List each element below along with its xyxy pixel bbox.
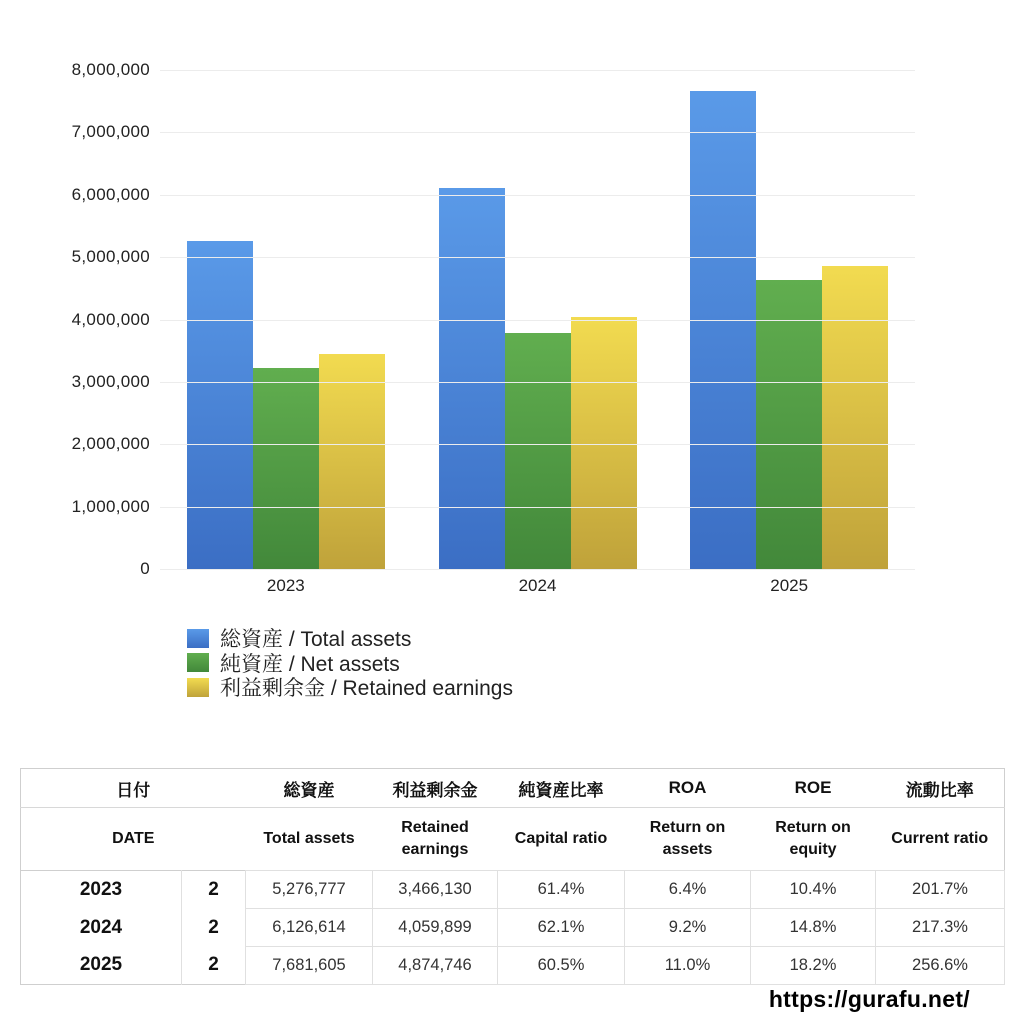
legend-swatch-icon	[187, 653, 209, 672]
year-cell: 2023	[21, 871, 182, 909]
legend-label: 利益剰余金 / Retained earnings	[220, 677, 513, 701]
header-date-jp: 日付	[116, 780, 151, 800]
y-axis	[0, 60, 150, 578]
table-row	[21, 947, 1005, 985]
gridline	[160, 320, 915, 321]
capital-ratio-cell: 60.5%	[498, 947, 625, 985]
legend-label: 総資産 / Total assets	[220, 628, 412, 652]
header-retained-earnings-en: Retained earnings	[401, 819, 469, 858]
x-tick-label: 2023	[266, 576, 305, 595]
legend-swatch-icon	[187, 629, 209, 648]
current-ratio-cell: 256.6%	[876, 947, 1005, 985]
roe-cell: 10.4%	[751, 871, 876, 909]
gridline	[160, 132, 915, 133]
bar	[319, 354, 385, 570]
chart-legend	[187, 626, 513, 700]
bar	[439, 188, 505, 570]
gridline	[160, 569, 915, 570]
y-tick-label: 7,000,000	[71, 122, 150, 141]
bar	[822, 266, 888, 570]
y-tick-label: 0	[140, 559, 150, 578]
y-tick-label: 6,000,000	[71, 185, 150, 204]
financial-table	[20, 768, 1005, 985]
legend-item	[187, 675, 513, 700]
header-total-assets-en: Total assets	[263, 830, 355, 848]
table-header-japanese	[21, 769, 1005, 808]
year-cell: 2025	[21, 947, 182, 985]
plot-area	[160, 70, 915, 570]
month-cell: 2	[182, 909, 246, 947]
y-tick-label: 1,000,000	[71, 497, 150, 516]
y-tick-label: 3,000,000	[71, 372, 150, 391]
bar	[253, 368, 319, 570]
gridline	[160, 257, 915, 258]
table-row	[21, 909, 1005, 947]
roe-cell: 14.8%	[751, 909, 876, 947]
gridline	[160, 444, 915, 445]
header-roe: ROE	[794, 778, 832, 797]
y-tick-label: 5,000,000	[71, 247, 150, 266]
header-return-on-assets: Return on assets	[649, 819, 726, 858]
bar	[690, 91, 756, 570]
retained-earnings-cell: 4,059,899	[373, 909, 498, 947]
roa-cell: 6.4%	[625, 871, 751, 909]
bar	[756, 280, 822, 570]
retained-earnings-cell: 3,466,130	[373, 871, 498, 909]
header-roa: ROA	[668, 778, 707, 797]
gridline	[160, 382, 915, 383]
header-current-ratio-en: Current ratio	[891, 830, 989, 848]
capital-ratio-cell: 62.1%	[498, 909, 625, 947]
legend-swatch-icon	[187, 678, 209, 697]
header-retained-earnings-jp: 利益剰余金	[392, 780, 478, 800]
current-ratio-cell: 201.7%	[876, 871, 1005, 909]
bar	[505, 333, 571, 570]
roa-cell: 11.0%	[625, 947, 751, 985]
y-tick-label: 8,000,000	[71, 60, 150, 79]
total-assets-cell: 5,276,777	[246, 871, 373, 909]
capital-ratio-cell: 61.4%	[498, 871, 625, 909]
y-tick-label: 2,000,000	[71, 434, 150, 453]
x-axis	[160, 576, 915, 596]
header-current-ratio-jp: 流動比率	[905, 780, 974, 800]
roa-cell: 9.2%	[625, 909, 751, 947]
header-total-assets-jp: 総資産	[283, 780, 335, 800]
roe-cell: 18.2%	[751, 947, 876, 985]
x-tick-label: 2024	[518, 576, 557, 595]
table-row	[21, 871, 1005, 909]
header-capital-ratio-en: Capital ratio	[514, 830, 608, 848]
bar	[187, 241, 253, 570]
retained-earnings-cell: 4,874,746	[373, 947, 498, 985]
header-return-on-equity: Return on equity	[775, 819, 851, 858]
table-header-english	[21, 808, 1005, 871]
header-date-en: DATE	[112, 830, 155, 848]
current-ratio-cell: 217.3%	[876, 909, 1005, 947]
month-cell: 2	[182, 871, 246, 909]
source-url: https://gurafu.net/	[768, 986, 970, 1012]
month-cell: 2	[182, 947, 246, 985]
legend-label: 純資産 / Net assets	[220, 652, 400, 676]
header-capital-ratio-jp: 純資産比率	[518, 780, 604, 800]
x-tick-label: 2025	[770, 576, 809, 595]
gridline	[160, 70, 915, 71]
y-tick-label: 4,000,000	[71, 310, 150, 329]
total-assets-cell: 7,681,605	[246, 947, 373, 985]
total-assets-cell: 6,126,614	[246, 909, 373, 947]
year-cell: 2024	[21, 909, 182, 947]
gridline	[160, 195, 915, 196]
gridline	[160, 507, 915, 508]
